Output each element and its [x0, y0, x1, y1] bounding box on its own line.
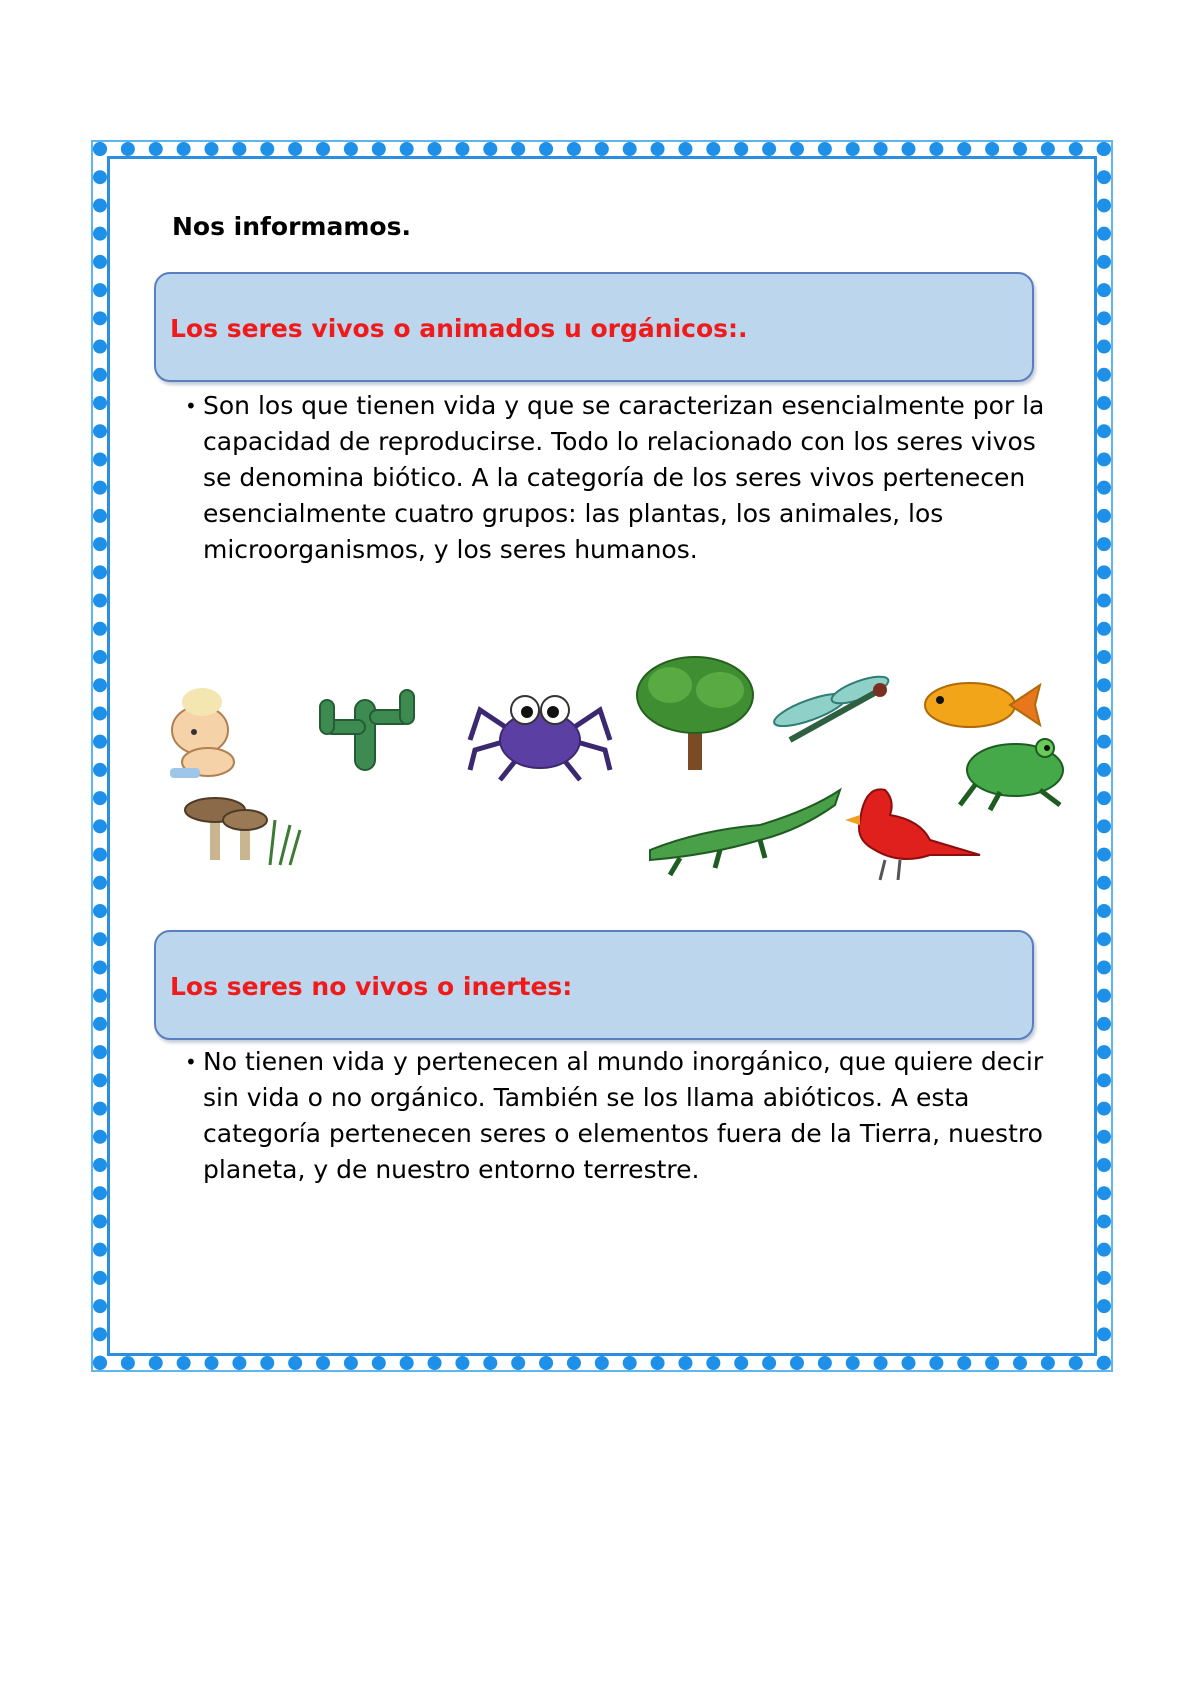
living-beings-banner: [154, 272, 1034, 382]
living-beings-text: • Son los que tienen vida y que se caracterizan esencialmente por la capacidad de reproducirse. Todo lo relacionado con los seres vivos se denomina biótico. A la categoría de los seres vivos pertenecen esencialmente cuatro grupos: las plantas, los animales, los microorganismos, y los seres humanos.: [185, 388, 1055, 568]
dragonfly-icon: [771, 671, 891, 740]
frog-icon: [960, 739, 1063, 810]
living-beings-title: Los seres vivos o animados u orgánicos:.: [170, 314, 748, 343]
cactus-icon: [320, 690, 414, 770]
page-heading: Nos informamos.: [172, 212, 411, 241]
mushrooms-icon: [185, 798, 300, 865]
tree-icon: [637, 657, 753, 770]
non-living-banner: [154, 930, 1034, 1040]
living-beings-list: [185, 388, 1055, 568]
non-living-list: [185, 1044, 1055, 1188]
spider-icon: [470, 696, 610, 780]
non-living-text: • No tienen vida y pertenecen al mundo inorgánico, que quiere decir sin vida o no orgánico. También se los llama abióticos. A esta categoría pertenecen seres o elementos fuera de la Tierra, nuestro planeta, y de nuestro entorno terrestre.: [185, 1044, 1055, 1188]
baby-icon: [170, 688, 234, 778]
non-living-title: Los seres no vivos o inertes:: [170, 972, 573, 1001]
goldfish-icon: [925, 683, 1040, 727]
crocodile-icon: [650, 790, 840, 875]
living-beings-illustrations: [140, 640, 1080, 900]
